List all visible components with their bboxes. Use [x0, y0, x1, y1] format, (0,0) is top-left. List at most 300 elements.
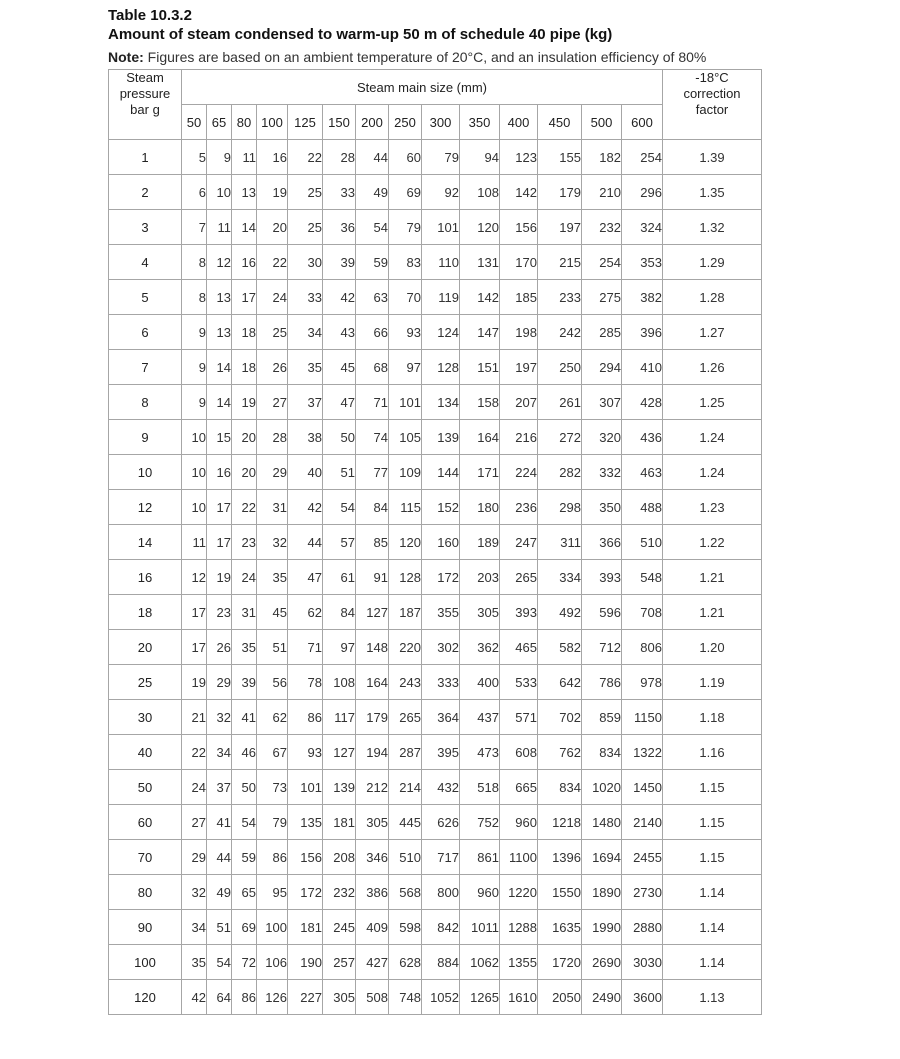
correction-factor-cell: 1.13	[663, 980, 762, 1015]
condensate-value-cell: 101	[389, 385, 422, 420]
condensate-value-cell: 31	[232, 595, 257, 630]
condensate-value-cell: 172	[288, 875, 323, 910]
condensate-value-cell: 27	[257, 385, 288, 420]
correction-factor-cell: 1.27	[663, 315, 762, 350]
condensate-value-cell: 164	[356, 665, 389, 700]
pressure-cell: 80	[109, 875, 182, 910]
condensate-value-cell: 142	[460, 280, 500, 315]
condensate-value-cell: 282	[538, 455, 582, 490]
condensate-value-cell: 10	[182, 490, 207, 525]
condensate-value-cell: 232	[323, 875, 356, 910]
condensate-value-cell: 21	[182, 700, 207, 735]
condensate-value-cell: 23	[207, 595, 232, 630]
condensate-value-cell: 254	[582, 245, 622, 280]
condensate-value-cell: 227	[288, 980, 323, 1015]
correction-factor-cell: 1.21	[663, 595, 762, 630]
condensate-value-cell: 1100	[500, 840, 538, 875]
condensate-value-cell: 311	[538, 525, 582, 560]
condensate-value-cell: 24	[232, 560, 257, 595]
condensate-value-cell: 598	[389, 910, 422, 945]
condensate-value-cell: 1052	[422, 980, 460, 1015]
condensate-value-cell: 834	[538, 770, 582, 805]
condensate-value-cell: 60	[389, 140, 422, 175]
condensate-value-cell: 362	[460, 630, 500, 665]
condensate-value-cell: 22	[182, 735, 207, 770]
condensate-value-cell: 492	[538, 595, 582, 630]
condensate-value-cell: 708	[622, 595, 663, 630]
condensate-value-cell: 571	[500, 700, 538, 735]
condensate-value-cell: 1220	[500, 875, 538, 910]
condensate-value-cell: 334	[538, 560, 582, 595]
condensate-value-cell: 232	[582, 210, 622, 245]
condensate-value-cell: 1890	[582, 875, 622, 910]
size-header-cell: 100	[257, 105, 288, 140]
table-row	[109, 280, 762, 315]
condensate-value-cell: 488	[622, 490, 663, 525]
pressure-header-line: Steam	[126, 70, 164, 85]
condensate-value-cell: 10	[207, 175, 232, 210]
condensate-value-cell: 92	[422, 175, 460, 210]
condensate-value-cell: 37	[288, 385, 323, 420]
condensate-value-cell: 33	[323, 175, 356, 210]
steam-condensate-table	[108, 69, 762, 1015]
condensate-value-cell: 298	[538, 490, 582, 525]
condensate-value-cell: 164	[460, 420, 500, 455]
condensate-value-cell: 332	[582, 455, 622, 490]
condensate-value-cell: 13	[207, 280, 232, 315]
correction-factor-cell: 1.21	[663, 560, 762, 595]
condensate-value-cell: 208	[323, 840, 356, 875]
condensate-value-cell: 245	[323, 910, 356, 945]
condensate-value-cell: 28	[323, 140, 356, 175]
condensate-value-cell: 518	[460, 770, 500, 805]
condensate-value-cell: 170	[500, 245, 538, 280]
condensate-value-cell: 84	[356, 490, 389, 525]
condensate-value-cell: 9	[207, 140, 232, 175]
condensate-value-cell: 861	[460, 840, 500, 875]
table-row	[109, 770, 762, 805]
condensate-value-cell: 473	[460, 735, 500, 770]
condensate-value-cell: 748	[389, 980, 422, 1015]
condensate-value-cell: 1450	[622, 770, 663, 805]
condensate-value-cell: 395	[422, 735, 460, 770]
condensate-value-cell: 287	[389, 735, 422, 770]
condensate-value-cell: 427	[356, 945, 389, 980]
condensate-value-cell: 432	[422, 770, 460, 805]
table-row	[109, 840, 762, 875]
condensate-value-cell: 17	[207, 525, 232, 560]
pressure-cell: 18	[109, 595, 182, 630]
condensate-value-cell: 97	[323, 630, 356, 665]
condensate-value-cell: 86	[257, 840, 288, 875]
condensate-value-cell: 216	[500, 420, 538, 455]
condensate-value-cell: 1265	[460, 980, 500, 1015]
condensate-value-cell: 86	[288, 700, 323, 735]
condensate-value-cell: 135	[288, 805, 323, 840]
pressure-cell: 4	[109, 245, 182, 280]
condensate-value-cell: 10	[182, 455, 207, 490]
table-header	[108, 7, 788, 66]
condensate-value-cell: 1355	[500, 945, 538, 980]
condensate-value-cell: 39	[232, 665, 257, 700]
condensate-value-cell: 8	[182, 280, 207, 315]
pressure-cell: 100	[109, 945, 182, 980]
condensate-value-cell: 156	[500, 210, 538, 245]
condensate-value-cell: 510	[389, 840, 422, 875]
pressure-cell: 10	[109, 455, 182, 490]
condensate-value-cell: 79	[389, 210, 422, 245]
condensate-value-cell: 187	[389, 595, 422, 630]
condensate-value-cell: 294	[582, 350, 622, 385]
pressure-cell: 50	[109, 770, 182, 805]
correction-factor-cell: 1.14	[663, 945, 762, 980]
pressure-cell: 16	[109, 560, 182, 595]
condensate-value-cell: 242	[538, 315, 582, 350]
correction-factor-cell: 1.28	[663, 280, 762, 315]
table-body	[109, 140, 762, 1015]
note-label: Note:	[108, 49, 144, 65]
condensate-value-cell: 61	[323, 560, 356, 595]
condensate-value-cell: 124	[422, 315, 460, 350]
condensate-value-cell: 254	[622, 140, 663, 175]
condensate-value-cell: 393	[582, 560, 622, 595]
table-row	[109, 805, 762, 840]
condensate-value-cell: 110	[422, 245, 460, 280]
condensate-value-cell: 64	[207, 980, 232, 1015]
condensate-value-cell: 13	[232, 175, 257, 210]
condensate-value-cell: 44	[207, 840, 232, 875]
pressure-cell: 70	[109, 840, 182, 875]
condensate-value-cell: 3030	[622, 945, 663, 980]
condensate-value-cell: 54	[207, 945, 232, 980]
condensate-value-cell: 40	[288, 455, 323, 490]
condensate-value-cell: 212	[356, 770, 389, 805]
condensate-value-cell: 62	[288, 595, 323, 630]
condensate-value-cell: 305	[356, 805, 389, 840]
condensate-value-cell: 207	[500, 385, 538, 420]
condensate-value-cell: 12	[182, 560, 207, 595]
condensate-value-cell: 215	[538, 245, 582, 280]
condensate-value-cell: 261	[538, 385, 582, 420]
condensate-value-cell: 210	[582, 175, 622, 210]
condensate-value-cell: 307	[582, 385, 622, 420]
condensate-value-cell: 156	[288, 840, 323, 875]
table-row	[109, 630, 762, 665]
condensate-value-cell: 72	[232, 945, 257, 980]
correction-factor-cell: 1.14	[663, 875, 762, 910]
correction-factor-cell: 1.18	[663, 700, 762, 735]
condensate-value-cell: 665	[500, 770, 538, 805]
condensate-value-cell: 120	[389, 525, 422, 560]
condensate-value-cell: 11	[232, 140, 257, 175]
table-row	[109, 350, 762, 385]
condensate-value-cell: 83	[389, 245, 422, 280]
condensate-value-cell: 49	[356, 175, 389, 210]
size-header-cell: 200	[356, 105, 389, 140]
condensate-value-cell: 79	[422, 140, 460, 175]
condensate-value-cell: 158	[460, 385, 500, 420]
condensate-value-cell: 10	[182, 420, 207, 455]
table-row	[109, 455, 762, 490]
condensate-value-cell: 147	[460, 315, 500, 350]
condensate-value-cell: 19	[232, 385, 257, 420]
condensate-value-cell: 355	[422, 595, 460, 630]
condensate-value-cell: 36	[323, 210, 356, 245]
condensate-value-cell: 324	[622, 210, 663, 245]
correction-factor-cell: 1.23	[663, 490, 762, 525]
condensate-value-cell: 1288	[500, 910, 538, 945]
condensate-value-cell: 69	[232, 910, 257, 945]
condensate-value-cell: 97	[389, 350, 422, 385]
table-row	[109, 315, 762, 350]
condensate-value-cell: 1635	[538, 910, 582, 945]
correction-factor-cell: 1.25	[663, 385, 762, 420]
condensate-value-cell: 54	[232, 805, 257, 840]
condensate-value-cell: 8	[182, 245, 207, 280]
correction-factor-cell: 1.29	[663, 245, 762, 280]
table-row	[109, 560, 762, 595]
condensate-value-cell: 74	[356, 420, 389, 455]
condensate-value-cell: 22	[288, 140, 323, 175]
condensate-value-cell: 333	[422, 665, 460, 700]
condensate-value-cell: 91	[356, 560, 389, 595]
condensate-value-cell: 128	[422, 350, 460, 385]
condensate-value-cell: 65	[232, 875, 257, 910]
condensate-value-cell: 20	[257, 210, 288, 245]
condensate-value-cell: 16	[232, 245, 257, 280]
table-row	[109, 245, 762, 280]
condensate-value-cell: 35	[232, 630, 257, 665]
condensate-value-cell: 265	[500, 560, 538, 595]
condensate-value-cell: 134	[422, 385, 460, 420]
condensate-value-cell: 85	[356, 525, 389, 560]
condensate-value-cell: 24	[257, 280, 288, 315]
size-header-cell: 250	[389, 105, 422, 140]
pressure-cell: 12	[109, 490, 182, 525]
condensate-value-cell: 57	[323, 525, 356, 560]
size-header-cell: 350	[460, 105, 500, 140]
condensate-value-cell: 2730	[622, 875, 663, 910]
condensate-value-cell: 131	[460, 245, 500, 280]
condensate-value-cell: 180	[460, 490, 500, 525]
condensate-value-cell: 800	[422, 875, 460, 910]
condensate-value-cell: 123	[500, 140, 538, 175]
condensate-value-cell: 2050	[538, 980, 582, 1015]
condensate-value-cell: 67	[257, 735, 288, 770]
condensate-value-cell: 568	[389, 875, 422, 910]
correction-factor-cell: 1.35	[663, 175, 762, 210]
condensate-value-cell: 272	[538, 420, 582, 455]
condensate-value-cell: 510	[622, 525, 663, 560]
condensate-value-cell: 24	[182, 770, 207, 805]
condensate-value-cell: 71	[288, 630, 323, 665]
condensate-value-cell: 396	[622, 315, 663, 350]
condensate-value-cell: 44	[288, 525, 323, 560]
correction-factor-cell: 1.32	[663, 210, 762, 245]
condensate-value-cell: 1480	[582, 805, 622, 840]
condensate-value-cell: 1218	[538, 805, 582, 840]
condensate-value-cell: 119	[422, 280, 460, 315]
condensate-value-cell: 179	[356, 700, 389, 735]
correction-header-line: factor	[695, 102, 729, 117]
condensate-value-cell: 33	[288, 280, 323, 315]
condensate-value-cell: 127	[356, 595, 389, 630]
condensate-value-cell: 69	[389, 175, 422, 210]
condensate-value-cell: 185	[500, 280, 538, 315]
condensate-value-cell: 9	[182, 350, 207, 385]
condensate-value-cell: 41	[207, 805, 232, 840]
condensate-value-cell: 305	[323, 980, 356, 1015]
table-note	[108, 49, 788, 66]
size-header-cell: 65	[207, 105, 232, 140]
condensate-value-cell: 18	[232, 350, 257, 385]
condensate-value-cell: 978	[622, 665, 663, 700]
condensate-value-cell: 179	[538, 175, 582, 210]
table-row	[109, 140, 762, 175]
condensate-value-cell: 142	[500, 175, 538, 210]
condensate-value-cell: 31	[257, 490, 288, 525]
size-header-cell: 125	[288, 105, 323, 140]
condensate-value-cell: 115	[389, 490, 422, 525]
condensate-value-cell: 712	[582, 630, 622, 665]
table-row	[109, 735, 762, 770]
condensate-value-cell: 224	[500, 455, 538, 490]
condensate-value-cell: 20	[232, 420, 257, 455]
condensate-value-cell: 62	[257, 700, 288, 735]
condensate-value-cell: 127	[323, 735, 356, 770]
condensate-value-cell: 42	[288, 490, 323, 525]
condensate-value-cell: 70	[389, 280, 422, 315]
condensate-value-cell: 15	[207, 420, 232, 455]
correction-factor-cell: 1.39	[663, 140, 762, 175]
condensate-value-cell: 66	[356, 315, 389, 350]
condensate-value-cell: 26	[207, 630, 232, 665]
condensate-value-cell: 86	[232, 980, 257, 1015]
size-header-cell: 50	[182, 105, 207, 140]
condensate-value-cell: 73	[257, 770, 288, 805]
condensate-value-cell: 171	[460, 455, 500, 490]
condensate-value-cell: 79	[257, 805, 288, 840]
condensate-value-cell: 642	[538, 665, 582, 700]
pressure-header-line: bar g	[130, 102, 160, 117]
condensate-value-cell: 63	[356, 280, 389, 315]
condensate-value-cell: 160	[422, 525, 460, 560]
correction-factor-cell: 1.20	[663, 630, 762, 665]
condensate-value-cell: 42	[323, 280, 356, 315]
pressure-cell: 90	[109, 910, 182, 945]
table-row	[109, 525, 762, 560]
size-header-cell: 500	[582, 105, 622, 140]
correction-factor-cell: 1.24	[663, 455, 762, 490]
condensate-value-cell: 35	[288, 350, 323, 385]
correction-factor-cell: 1.26	[663, 350, 762, 385]
condensate-value-cell: 305	[460, 595, 500, 630]
condensate-value-cell: 17	[207, 490, 232, 525]
condensate-value-cell: 859	[582, 700, 622, 735]
condensate-value-cell: 32	[257, 525, 288, 560]
condensate-value-cell: 2455	[622, 840, 663, 875]
condensate-value-cell: 44	[356, 140, 389, 175]
condensate-value-cell: 194	[356, 735, 389, 770]
condensate-value-cell: 25	[288, 210, 323, 245]
condensate-value-cell: 608	[500, 735, 538, 770]
size-header-cell: 450	[538, 105, 582, 140]
note-text: Figures are based on an ambient temperature of 20°C, and an insulation efficiency of 80%	[143, 49, 707, 65]
condensate-value-cell: 51	[207, 910, 232, 945]
pressure-cell: 6	[109, 315, 182, 350]
size-header-cell: 600	[622, 105, 663, 140]
condensate-value-cell: 353	[622, 245, 663, 280]
pressure-cell: 9	[109, 420, 182, 455]
condensate-value-cell: 20	[232, 455, 257, 490]
condensate-value-cell: 172	[422, 560, 460, 595]
condensate-value-cell: 43	[323, 315, 356, 350]
condensate-value-cell: 14	[207, 350, 232, 385]
condensate-value-cell: 197	[538, 210, 582, 245]
condensate-value-cell: 18	[232, 315, 257, 350]
condensate-value-cell: 50	[323, 420, 356, 455]
condensate-value-cell: 106	[257, 945, 288, 980]
condensate-value-cell: 410	[622, 350, 663, 385]
condensate-value-cell: 128	[389, 560, 422, 595]
condensate-value-cell: 182	[582, 140, 622, 175]
condensate-value-cell: 285	[582, 315, 622, 350]
table-row	[109, 175, 762, 210]
table-row	[109, 665, 762, 700]
condensate-value-cell: 139	[422, 420, 460, 455]
condensate-value-cell: 26	[257, 350, 288, 385]
correction-header-line: correction	[683, 86, 741, 101]
pressure-cell: 30	[109, 700, 182, 735]
condensate-value-cell: 16	[257, 140, 288, 175]
condensate-value-cell: 400	[460, 665, 500, 700]
condensate-value-cell: 762	[538, 735, 582, 770]
condensate-value-cell: 382	[622, 280, 663, 315]
condensate-value-cell: 105	[389, 420, 422, 455]
condensate-value-cell: 19	[257, 175, 288, 210]
table-row	[109, 385, 762, 420]
condensate-value-cell: 49	[207, 875, 232, 910]
size-header-cell: 300	[422, 105, 460, 140]
pressure-cell: 120	[109, 980, 182, 1015]
condensate-value-cell: 596	[582, 595, 622, 630]
condensate-value-cell: 1990	[582, 910, 622, 945]
correction-header-line: -18°C	[695, 70, 729, 85]
size-header-cell: 400	[500, 105, 538, 140]
pressure-cell: 25	[109, 665, 182, 700]
condensate-value-cell: 508	[356, 980, 389, 1015]
condensate-value-cell: 34	[182, 910, 207, 945]
condensate-value-cell: 2690	[582, 945, 622, 980]
condensate-value-cell: 38	[288, 420, 323, 455]
condensate-value-cell: 151	[460, 350, 500, 385]
condensate-value-cell: 95	[257, 875, 288, 910]
condensate-value-cell: 2490	[582, 980, 622, 1015]
condensate-value-cell: 59	[356, 245, 389, 280]
condensate-value-cell: 786	[582, 665, 622, 700]
table-number: Table 10.3.2	[108, 7, 192, 24]
condensate-value-cell: 275	[582, 280, 622, 315]
condensate-value-cell: 29	[257, 455, 288, 490]
condensate-value-cell: 17	[182, 595, 207, 630]
condensate-value-cell: 190	[288, 945, 323, 980]
condensate-value-cell: 628	[389, 945, 422, 980]
condensate-value-cell: 68	[356, 350, 389, 385]
correction-factor-cell: 1.15	[663, 805, 762, 840]
condensate-value-cell: 42	[182, 980, 207, 1015]
condensate-value-cell: 437	[460, 700, 500, 735]
condensate-value-cell: 14	[232, 210, 257, 245]
